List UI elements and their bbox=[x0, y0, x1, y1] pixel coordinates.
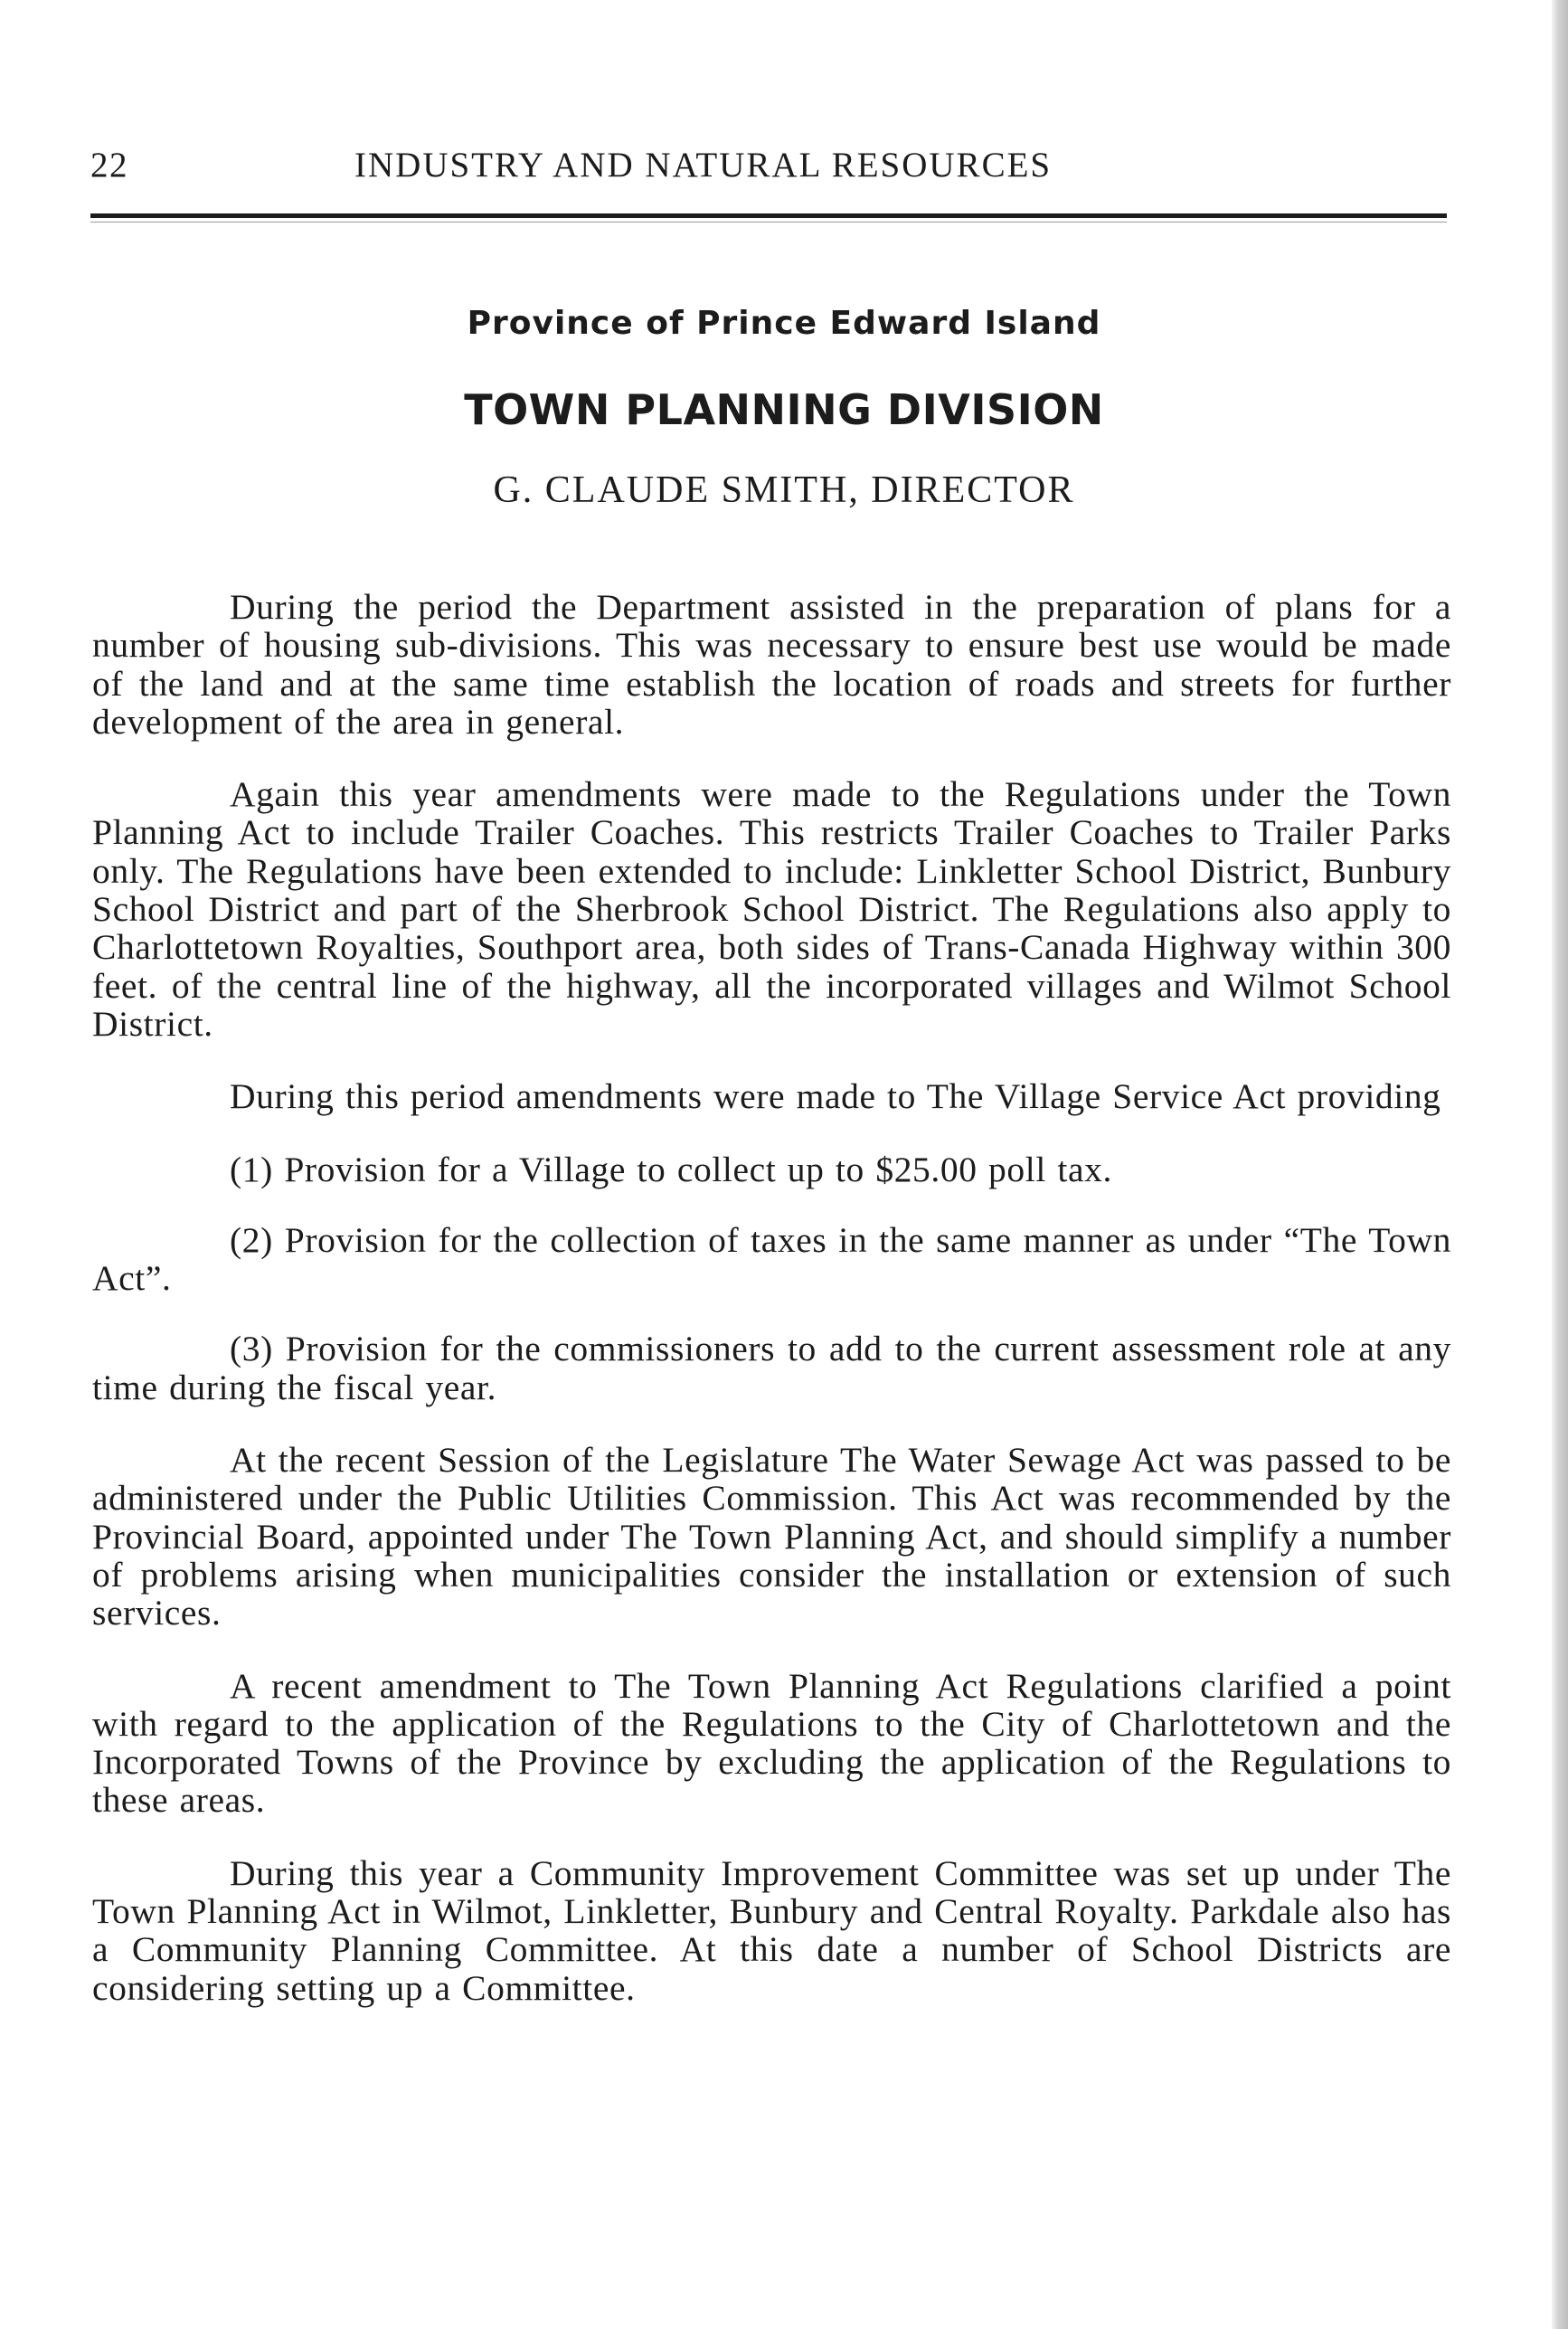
paragraph-trailer-regulations: Again this year amendments were made to the Regulations under the Town Planning Act to include Trailer Coaches. This restricts Trailer Coaches to Trailer Parks only. The Regulations have been extended to include: Linkletter School District, Bunbury School District and part of the Sherbrook School District. The Regulations also apply to Charlottetown Royalties, Southport area, both sides of Trans-Canada Highway within 300 feet. of the central line of the highway, all the incorporated villages and Wilmot School District. bbox=[92, 774, 1451, 1044]
paragraph-housing-subdivisions: During the period the Department assisted in the preparation of plans for a number of housing sub-divisions. This was necessary to ensure best use would be made of the land and at the same time establish the location of roads and streets for further development of the area in general. bbox=[92, 587, 1451, 742]
article-body bbox=[92, 588, 1451, 2041]
list-item-tax-collection: (2) Provision for the collection of taxes in the same manner as under “The Town Act”. bbox=[92, 1219, 1451, 1299]
paragraph-community-committee: During this year a Community Improvement Committee was set up under The Town Planning Act in Wilmot, Linkletter, Bunbury and Central Royalty. Parkdale also has a Community Planning Committee. At this date a number of School Districts are considering setting up a Committee. bbox=[92, 1852, 1451, 2008]
running-header-title: INDUSTRY AND NATURAL RESOURCES bbox=[354, 146, 1053, 185]
list-item-poll-tax: (1) Provision for a Village to collect up to $25.00 poll tax. bbox=[230, 1149, 1112, 1189]
paragraph-water-sewage-act: At the recent Session of the Legislature The Water Sewage Act was passed to be administered under the Public Utilities Commission. This Act was recommended by the Provincial Board, appointed under The Town Planning Act, and should simplify a number of problems arising when municipalities consider the installation or extension of such services. bbox=[92, 1440, 1451, 1633]
page-number: 22 bbox=[90, 146, 128, 185]
header-rule bbox=[90, 213, 1447, 218]
page-edge-shadow bbox=[1552, 0, 1568, 2329]
division-title: TOWN PLANNING DIVISION bbox=[464, 385, 1104, 434]
province-heading: Province of Prince Edward Island bbox=[467, 305, 1101, 342]
director-byline: G. CLAUDE SMITH, DIRECTOR bbox=[493, 469, 1075, 511]
list-item-assessment-role: (3) Provision for the commissioners to add to the current assessment role at any time during the fiscal year. bbox=[92, 1329, 1451, 1407]
running-header bbox=[90, 145, 1447, 199]
paragraph-regulations-amendment: A recent amendment to The Town Planning Act Regulations clarified a point with regard to the application of the Regulations to the City of Charlottetown and the Incorporated Towns of the Province by excluding the application of the Regulations to these areas. bbox=[92, 1665, 1451, 1821]
paragraph-village-service-act: During this period amendments were made to The Village Service Act providing bbox=[230, 1076, 1441, 1117]
